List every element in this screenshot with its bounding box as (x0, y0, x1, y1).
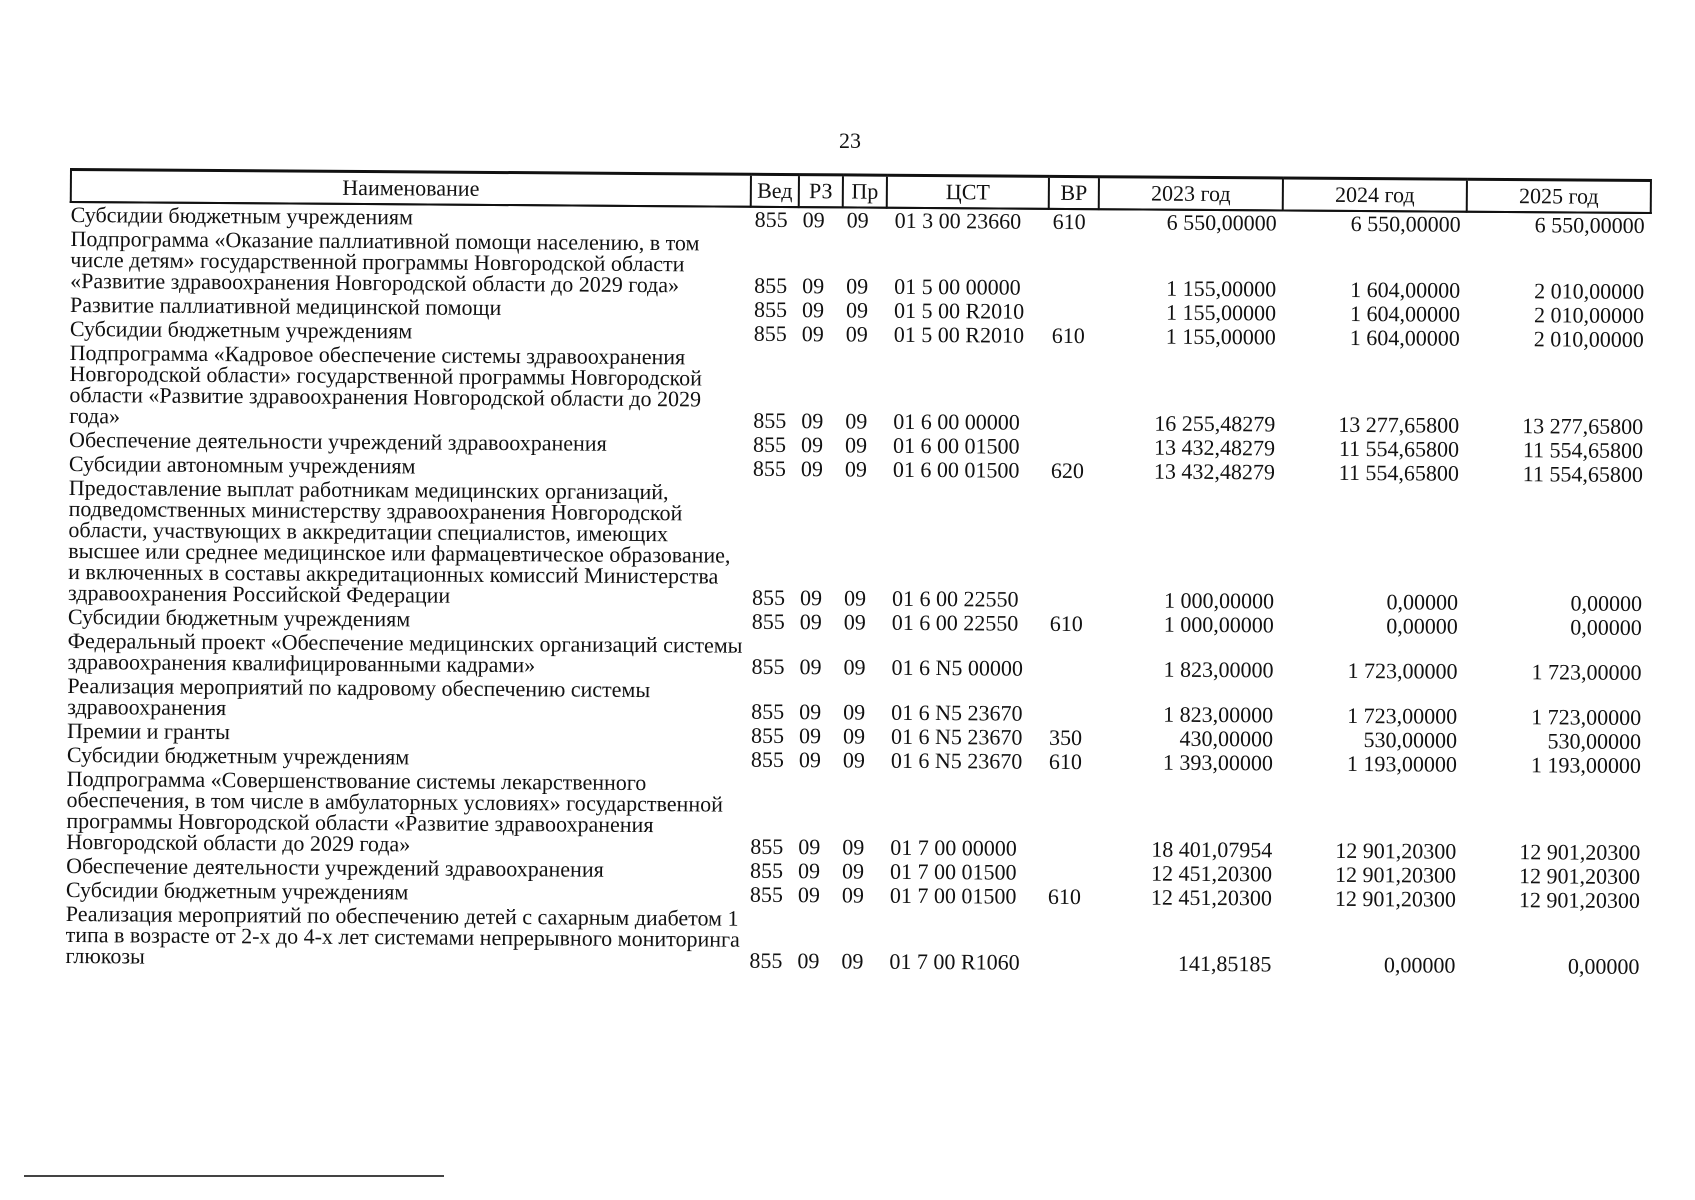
cell-rz: 09 (802, 207, 825, 233)
cell-vr (1047, 348, 1098, 435)
cell-2025: 11 554,65800 (1522, 437, 1644, 463)
table-row (66, 767, 1647, 865)
cell-pr: 09 (843, 585, 867, 611)
cell-rz: 09 (802, 273, 825, 299)
cell-pr: 09 (842, 834, 865, 860)
cell-2025: 2 010,00000 (1533, 302, 1645, 328)
cell-2025: 12 901,20300 (1518, 887, 1641, 913)
header-pr: Пр (843, 175, 887, 208)
cell-pr: 09 (844, 432, 868, 458)
cell-2024: 1 604,00000 (1349, 300, 1461, 327)
cell-pr: 09 (844, 456, 868, 482)
cell-vr: 610 (1052, 208, 1086, 235)
cell-2023: 1 155,00000 (1165, 299, 1277, 326)
cell-ved: 855 (750, 722, 785, 748)
cell-name: Реализация мероприятий по обеспечению детей с сахарным диабетом 1 типа в возрасте от 2-х до 4-х лет системами непрерывного мониторинга глюкозы (65, 900, 740, 969)
cell-ved: 855 (751, 653, 785, 680)
cell-2023: 1 000,00000 (1163, 587, 1275, 614)
cell-pr: 09 (841, 882, 865, 908)
cell-2023: 1 155,00000 (1166, 275, 1277, 302)
header-2024: 2024 год (1283, 178, 1467, 212)
cell-2023: 12 451,20300 (1150, 884, 1273, 911)
cell-cst: 01 6 N5 00000 (891, 654, 1024, 681)
cell-ved: 855 (749, 881, 784, 907)
cell-2024: 0,00000 (1386, 613, 1458, 639)
cell-cst: 01 6 N5 23670 (891, 699, 1023, 726)
cell-cst: 01 6 00 22550 (891, 609, 1019, 636)
budget-table (64, 168, 1652, 979)
cell-2023: 6 550,00000 (1166, 209, 1277, 236)
cell-2025: 6 550,00000 (1534, 212, 1645, 238)
cell-name: Субсидии бюджетным учреждениям (69, 316, 413, 344)
cell-cst: 01 7 00 01500 (890, 858, 1017, 885)
cell-rz: 09 (800, 432, 824, 458)
cell-pr: 09 (845, 408, 868, 434)
cell-pr: 09 (841, 948, 864, 974)
table-row (70, 227, 1650, 304)
cell-2023: 430,00000 (1179, 725, 1274, 752)
cell-2025: 530,00000 (1547, 728, 1642, 754)
cell-vr (1045, 636, 1095, 681)
page-number: 23 (839, 128, 861, 153)
cell-ved: 855 (750, 833, 784, 859)
cell-rz: 09 (801, 297, 825, 323)
cell-cst: 01 3 00 23660 (894, 207, 1022, 234)
header-cst: ЦСТ (887, 175, 1049, 209)
cell-rz: 09 (798, 858, 821, 884)
cell-2025: 1 193,00000 (1530, 752, 1641, 778)
cell-vr: 350 (1048, 724, 1083, 751)
header-rz: РЗ (799, 175, 843, 208)
cell-2023: 18 401,07954 (1151, 836, 1273, 863)
cell-rz: 09 (798, 747, 821, 773)
cell-rz: 09 (797, 948, 820, 974)
cell-pr: 09 (843, 654, 866, 680)
cell-2025: 11 554,65800 (1522, 461, 1643, 487)
cell-2025: 0,00000 (1567, 953, 1640, 979)
cell-rz: 09 (799, 585, 823, 611)
header-2023: 2023 год (1099, 177, 1283, 211)
cell-name: Субсидии автономным учреждениям (68, 451, 416, 479)
cell-2025: 2 010,00000 (1534, 278, 1645, 304)
cell-ved: 855 (751, 584, 786, 611)
cell-pr: 09 (846, 273, 869, 299)
cell-2025: 0,00000 (1570, 614, 1642, 640)
cell-pr: 09 (842, 858, 865, 884)
cell-2025: 1 723,00000 (1531, 659, 1642, 685)
cell-vr: 610 (1047, 883, 1082, 910)
cell-2024: 1 604,00000 (1349, 324, 1460, 351)
cell-name: Развитие паллиативной медицинской помощи (69, 292, 502, 321)
cell-name: Премии и гранты (66, 717, 231, 745)
header-vr: ВР (1049, 176, 1099, 209)
cell-cst: 01 6 00 01500 (892, 432, 1020, 459)
cell-rz: 09 (798, 834, 821, 860)
cell-2023: 1 000,00000 (1163, 611, 1274, 638)
table-row (65, 902, 1645, 979)
cell-name: Реализация мероприятий по кадровому обеспечению системы здравоохранения (67, 672, 651, 721)
table-body (65, 202, 1650, 979)
cell-name: Обеспечение деятельности учреждений здравоохранения (66, 852, 604, 882)
cell-rz: 09 (798, 723, 822, 749)
cell-ved: 855 (754, 272, 788, 299)
cell-2024: 12 901,20300 (1334, 885, 1457, 912)
cell-vr (1044, 861, 1094, 885)
cell-pr: 09 (842, 747, 865, 773)
cell-ved: 855 (752, 455, 787, 482)
cell-2024: 1 604,00000 (1350, 276, 1461, 303)
cell-cst: 01 5 00 00000 (894, 273, 1021, 300)
cell-2024: 12 901,20300 (1335, 861, 1457, 888)
cell-vr (1047, 435, 1097, 459)
cell-pr: 09 (843, 699, 866, 725)
cell-rz: 09 (800, 456, 824, 482)
cell-vr: 620 (1050, 457, 1084, 484)
cell-vr (1046, 483, 1097, 612)
cell-2024: 6 550,00000 (1350, 210, 1461, 237)
cell-name: Субсидии бюджетным учреждениям (66, 741, 410, 770)
cell-pr: 09 (842, 723, 866, 749)
cell-2023: 12 451,20300 (1151, 860, 1273, 887)
cell-cst: 01 6 00 00000 (893, 408, 1020, 435)
cell-ved: 855 (749, 947, 783, 973)
cell-ved: 855 (750, 857, 784, 883)
cell-2023: 141,85185 (1177, 950, 1272, 977)
cell-ved: 855 (754, 206, 788, 233)
cell-2023: 13 432,48279 (1153, 458, 1275, 485)
cell-name: Субсидии бюджетным учреждениям (70, 202, 414, 230)
cell-pr: 09 (843, 609, 866, 635)
cell-cst: 01 6 00 01500 (892, 456, 1020, 483)
cell-ved: 855 (753, 320, 787, 347)
cell-2024: 0,00000 (1386, 589, 1459, 615)
footer-rule (24, 1175, 444, 1177)
cell-2023: 1 823,00000 (1163, 656, 1274, 683)
cell-2025: 2 010,00000 (1533, 326, 1644, 352)
cell-ved: 855 (753, 407, 787, 434)
cell-2024: 0,00000 (1383, 952, 1456, 978)
cell-name: Подпрограмма «Совершенствование системы лекарственного обеспечения, в том числе в амбулаторных условиях» государственной программы Новгородской области «Развитие здравоохранения Новгородской области до 2029 года» (66, 765, 724, 857)
cell-cst: 01 7 00 01500 (889, 882, 1017, 909)
cell-2024: 12 901,20300 (1335, 837, 1457, 864)
cell-vr: 610 (1051, 322, 1085, 349)
cell-pr: 09 (845, 321, 868, 347)
cell-2023: 13 432,48279 (1153, 434, 1276, 461)
cell-2025: 1 723,00000 (1531, 704, 1642, 730)
cell-cst: 01 7 00 00000 (890, 834, 1017, 861)
table-row (68, 476, 1649, 616)
cell-vr (1045, 681, 1095, 726)
cell-vr (1044, 774, 1095, 861)
header-name: Наименование (71, 170, 751, 207)
table-row (69, 341, 1650, 439)
cell-2025: 12 901,20300 (1519, 839, 1641, 865)
cell-cst: 01 5 00 R2010 (893, 321, 1025, 348)
cell-name: Подпрограмма «Кадровое обеспечение системы здравоохранения Новгородской области» государственной программы Новгородской области «Развитие здравоохранения Новгородской области до 2029 года» (69, 340, 703, 429)
cell-ved: 855 (751, 608, 785, 635)
cell-2023: 16 255,48279 (1154, 410, 1276, 437)
cell-2024: 530,00000 (1363, 727, 1458, 753)
cell-vr: 610 (1048, 748, 1082, 775)
cell-ved: 855 (753, 296, 788, 323)
cell-cst: 01 6 00 22550 (891, 585, 1019, 612)
cell-rz: 09 (799, 654, 822, 680)
cell-rz: 09 (797, 882, 821, 908)
cell-pr: 09 (845, 297, 869, 323)
cell-2024: 11 554,65800 (1338, 435, 1460, 462)
cell-2024: 1 723,00000 (1347, 702, 1458, 729)
cell-2024: 1 193,00000 (1346, 750, 1457, 777)
header-2025: 2025 год (1467, 179, 1651, 213)
cell-2023: 1 155,00000 (1165, 323, 1276, 350)
cell-cst: 01 6 N5 23670 (890, 747, 1023, 774)
cell-2024: 13 277,65800 (1338, 411, 1460, 438)
cell-cst: 01 5 00 R2010 (893, 297, 1025, 324)
cell-vr (1043, 909, 1093, 975)
cell-ved: 855 (751, 698, 785, 724)
header-ved: Вед (751, 174, 799, 207)
cell-vr (1048, 300, 1098, 324)
cell-2024: 1 723,00000 (1347, 657, 1458, 684)
cell-2024: 11 554,65800 (1338, 459, 1459, 486)
cell-rz: 09 (799, 609, 822, 635)
cell-2025: 0,00000 (1570, 590, 1643, 616)
cell-name: Субсидии бюджетным учреждениям (65, 876, 409, 905)
cell-2023: 1 823,00000 (1163, 701, 1274, 728)
cell-name: Обеспечение деятельности учреждений здравоохранения (69, 427, 607, 456)
cell-2023: 1 393,00000 (1162, 749, 1273, 776)
cell-name: Подпрограмма «Оказание паллиативной помощи населению, в том числе детям» государственной программы Новгородской области «Развитие здравоохранения Новгородской области до 2029 года» (70, 226, 700, 298)
cell-2025: 12 901,20300 (1519, 863, 1641, 889)
cell-ved: 855 (753, 431, 787, 458)
cell-rz: 09 (801, 408, 824, 434)
cell-ved: 855 (750, 746, 784, 772)
cell-2025: 13 277,65800 (1522, 413, 1644, 439)
cell-cst: 01 6 N5 23670 (890, 723, 1023, 750)
cell-name: Субсидии бюджетным учреждениям (67, 603, 411, 632)
cell-name: Предоставление выплат работникам медицинских организаций, подведомственных министерству здравоохранения Новгородской области, участвующих в аккредитации специалистов, имеющих высшее или среднее медицинское или фармацевтическое образование, и включенных в составы аккредитационных комиссий Министерства здравоохранения Российской Федерации (67, 474, 731, 608)
cell-rz: 09 (799, 699, 822, 725)
cell-pr: 09 (846, 207, 869, 233)
cell-rz: 09 (801, 321, 824, 347)
cell-name: Федеральный проект «Обеспечение медицинских организаций системы здравоохранения квалифицированными кадрами» (67, 627, 743, 678)
cell-cst: 01 7 00 R1060 (889, 948, 1020, 975)
cell-vr: 610 (1049, 610, 1083, 637)
cell-vr (1048, 234, 1098, 300)
